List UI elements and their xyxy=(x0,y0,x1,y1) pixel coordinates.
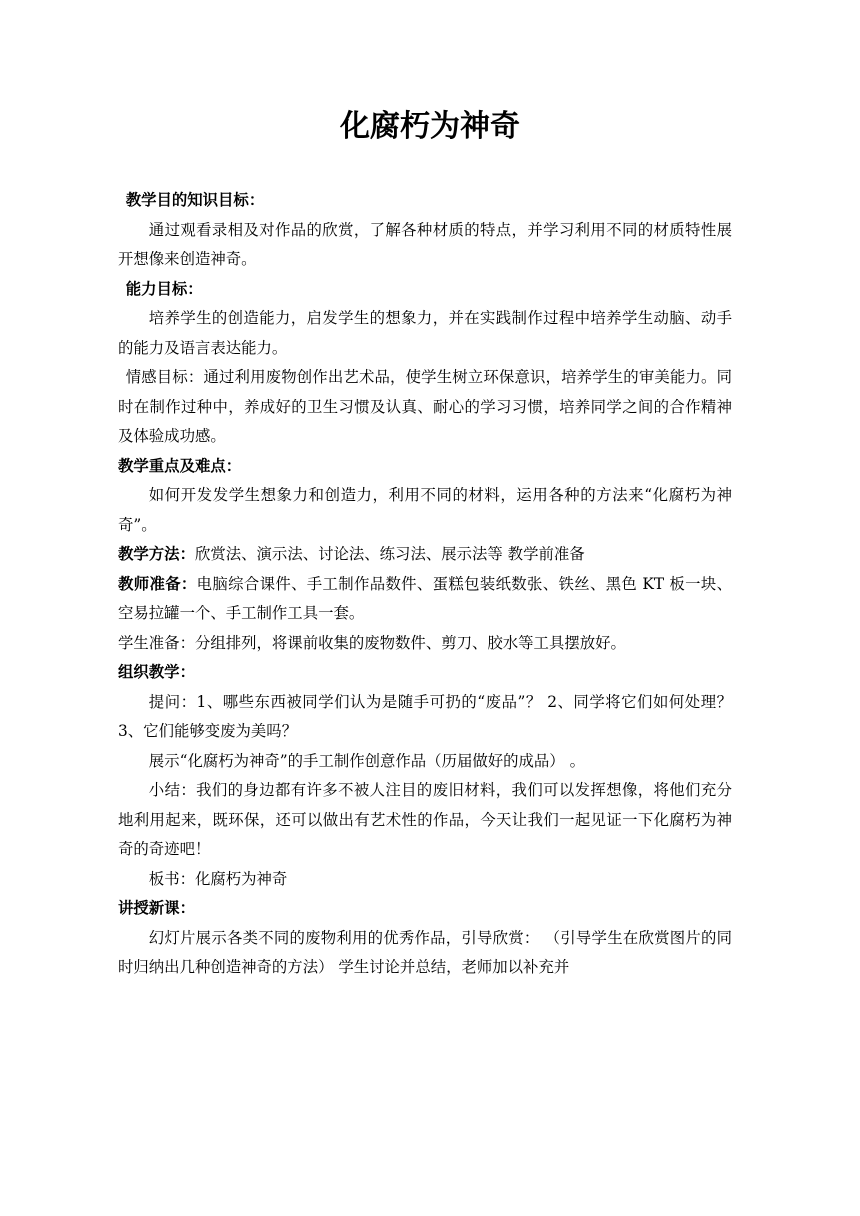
new-lesson-paragraph: 幻灯片展示各类不同的废物利用的优秀作品，引导欣赏： （引导学生在欣赏图片的同时归纳出几种创造神奇的方法） 学生讨论并总结，老师加以补充并 xyxy=(118,928,732,976)
student-prep-paragraph: 学生准备：分组排列，将课前收集的废物数件、剪刀、胶水等工具摆放好。 xyxy=(118,633,626,652)
teacher-prep-text: 电脑综合课件、手工制作品数件、蛋糕包装纸数张、铁丝、黑色 KT 板一块、空易拉罐一个、手工制作工具一套。 xyxy=(118,574,732,622)
emotion-goal-paragraph: 情感目标：通过利用废物创作出艺术品，使学生树立环保意识，培养学生的审美能力。同时在制作过种中，养成好的卫生习惯及认真、耐心的学习习惯，培养同学之间的合作精神及体验成功感。 xyxy=(118,368,732,445)
teacher-prep-paragraph xyxy=(118,570,732,629)
ability-goal-heading: 能力目标： xyxy=(125,279,203,298)
teacher-prep-label: 教师准备： xyxy=(118,574,197,593)
key-points-heading: 教学重点及难点： xyxy=(118,456,242,475)
methods-text: 欣赏法、演示法、讨论法、练习法、展示法等 教学前准备 xyxy=(194,545,585,563)
document-body xyxy=(118,186,732,983)
methods-paragraph xyxy=(118,540,732,570)
organize-summary-paragraph: 小结：我们的身边都有许多不被人注目的废旧材料，我们可以发挥想像，将他们充分地利用起来，既环保，还可以做出有艺术性的作品，今天让我们一起见证一下化腐朽为神奇的奇迹吧！ xyxy=(118,781,732,858)
organize-heading: 组织教学： xyxy=(118,663,195,681)
organize-board-paragraph: 板书：化腐朽为神奇 xyxy=(148,869,288,888)
organize-show-paragraph: 展示“化腐朽为神奇”的手工制作创意作品（历届做好的成品） 。 xyxy=(148,751,585,770)
key-points-paragraph: 如何开发发学生想象力和创造力，利用不同的材料，运用各种的方法来“化腐朽为神奇”。 xyxy=(118,486,732,534)
organize-question-paragraph: 提问：1、哪些东西被同学们认为是随手可扔的“废品”？ 2、同学将它们如何处理？ 3、它们能够变废为美吗？ xyxy=(118,692,732,740)
new-lesson-heading: 讲授新课： xyxy=(118,899,195,917)
knowledge-goal-paragraph: 通过观看录相及对作品的欣赏，了解各种材质的特点，并学习利用不同的材质特性展开想像来创造神奇。 xyxy=(118,220,732,268)
methods-label: 教学方法： xyxy=(118,545,195,563)
document-title: 化腐朽为神奇 xyxy=(340,109,520,144)
knowledge-goal-heading: 教学目的知识目标： xyxy=(125,191,265,209)
ability-goal-paragraph: 培养学生的创造能力，启发学生的想象力，并在实践制作过程中培养学生动脑、动手的能力及语言表达能力。 xyxy=(118,309,732,357)
